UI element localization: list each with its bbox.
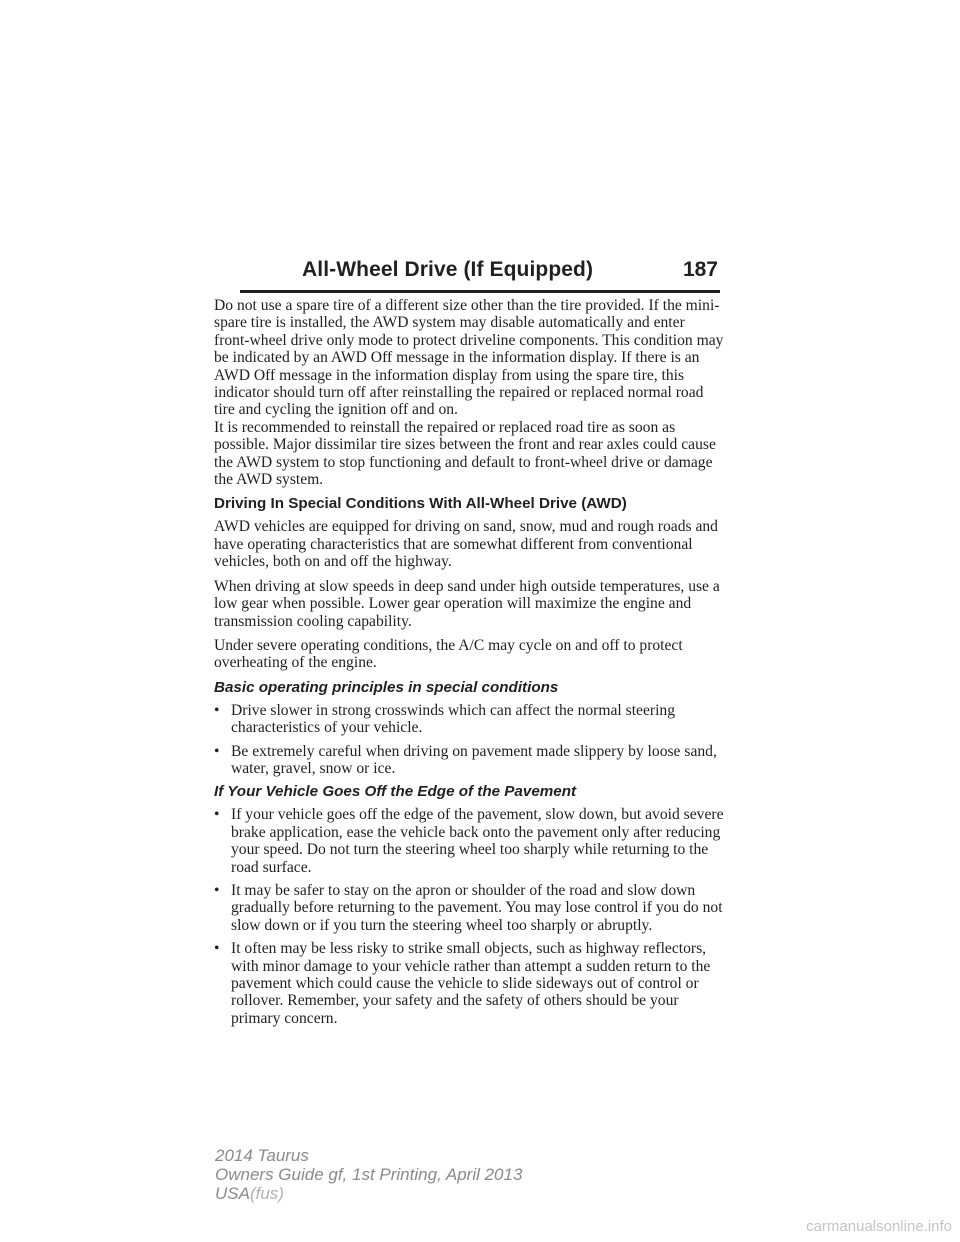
- heading-off-edge: If Your Vehicle Goes Off the Edge of the Pavement: [214, 783, 577, 801]
- list-item: [214, 940, 724, 1027]
- list-item: [214, 702, 724, 737]
- bullet-marker: •: [214, 701, 220, 719]
- print-footer: [215, 1146, 522, 1203]
- footer-code: (fus): [249, 1184, 284, 1203]
- list-item-text: Be extremely careful when driving on pavement made slippery by loose sand, water, gravel, snow or ice.: [231, 742, 717, 777]
- off-edge-list: [214, 806, 724, 1027]
- bullet-marker: •: [214, 742, 220, 760]
- page-number: 187: [682, 258, 718, 281]
- footer-edition: Owners Guide gf, 1st Printing, April 2013: [215, 1165, 523, 1184]
- list-item-text: If your vehicle goes off the edge of the pavement, slow down, but avoid severe brake application, ease the vehicle back onto the pavement only after reducing your speed. Do not turn the steering wheel too sharply while returning to the road surface.: [231, 806, 724, 876]
- bullet-marker: •: [214, 881, 220, 899]
- site-watermark: carmanualsonline.info: [806, 1218, 952, 1235]
- footer-country: USA: [215, 1184, 250, 1203]
- paragraph-slow-speeds: When driving at slow speeds in deep sand under high outside temperatures, use a low gear when possible. Lower gear operation will maximize the engine and transmission cooling capability.: [214, 577, 720, 630]
- list-item-text: Drive slower in strong crosswinds which can affect the normal steering characteristics of your vehicle.: [231, 701, 676, 737]
- footer-market: [215, 1184, 522, 1203]
- paragraph-awd-vehicles: AWD vehicles are equipped for driving on sand, snow, mud and rough roads and have operating characteristics that are somewhat different from conventional vehicles, both on and off the highway.: [214, 518, 718, 571]
- paragraph-severe-conditions: Under severe operating conditions, the A/C may cycle on and off to protect overheating of the engine.: [214, 636, 683, 672]
- basic-principles-list: [214, 702, 724, 778]
- heading-special-conditions: Driving In Special Conditions With All-Wheel Drive (AWD): [214, 495, 627, 513]
- heading-basic-principles: Basic operating principles in special conditions: [214, 678, 559, 696]
- paragraph-spare-tire: Do not use a spare tire of a different size other than the tire provided. If the mini-spare tire is installed, the AWD system may disable automatically and enter front-wheel drive only mode to protect driveline components. This condition may be indicated by an AWD Off message in the information display. If there is an AWD Off message in the information display from using the spare tire, this indicator should turn off after reinstalling the repaired or replaced normal road tire and cycling the ignition off and on.: [214, 297, 724, 419]
- bullet-marker: •: [214, 806, 220, 824]
- footer-model: 2014 Taurus: [215, 1146, 309, 1165]
- list-item-text: It often may be less risky to strike small objects, such as highway reflectors, with minor damage to your vehicle rather than attempt a sudden return to the pavement which could cause the vehicle to slide sideways out of control or rollover. Remember, your safety and the safety of others should be your primary concern.: [231, 940, 711, 1027]
- list-item: [214, 806, 724, 876]
- bullet-marker: •: [214, 940, 220, 958]
- page-header: [240, 258, 720, 293]
- page-content: [214, 297, 724, 1033]
- list-item: [214, 882, 724, 934]
- list-item-text: It may be safer to stay on the apron or shoulder of the road and slow down gradually before returning to the pavement. You may lose control if you do not slow down or if you turn the steering wheel too sharply or abruptly.: [231, 881, 723, 934]
- section-title: All-Wheel Drive (If Equipped): [302, 258, 594, 281]
- list-item: [214, 743, 724, 778]
- paragraph-reinstall: It is recommended to reinstall the repaired or replaced road tire as soon as possible. Major dissimilar tire sizes between the front and rear axles could cause the AWD system to stop functioning and default to front-wheel drive or damage the AWD system.: [214, 418, 716, 489]
